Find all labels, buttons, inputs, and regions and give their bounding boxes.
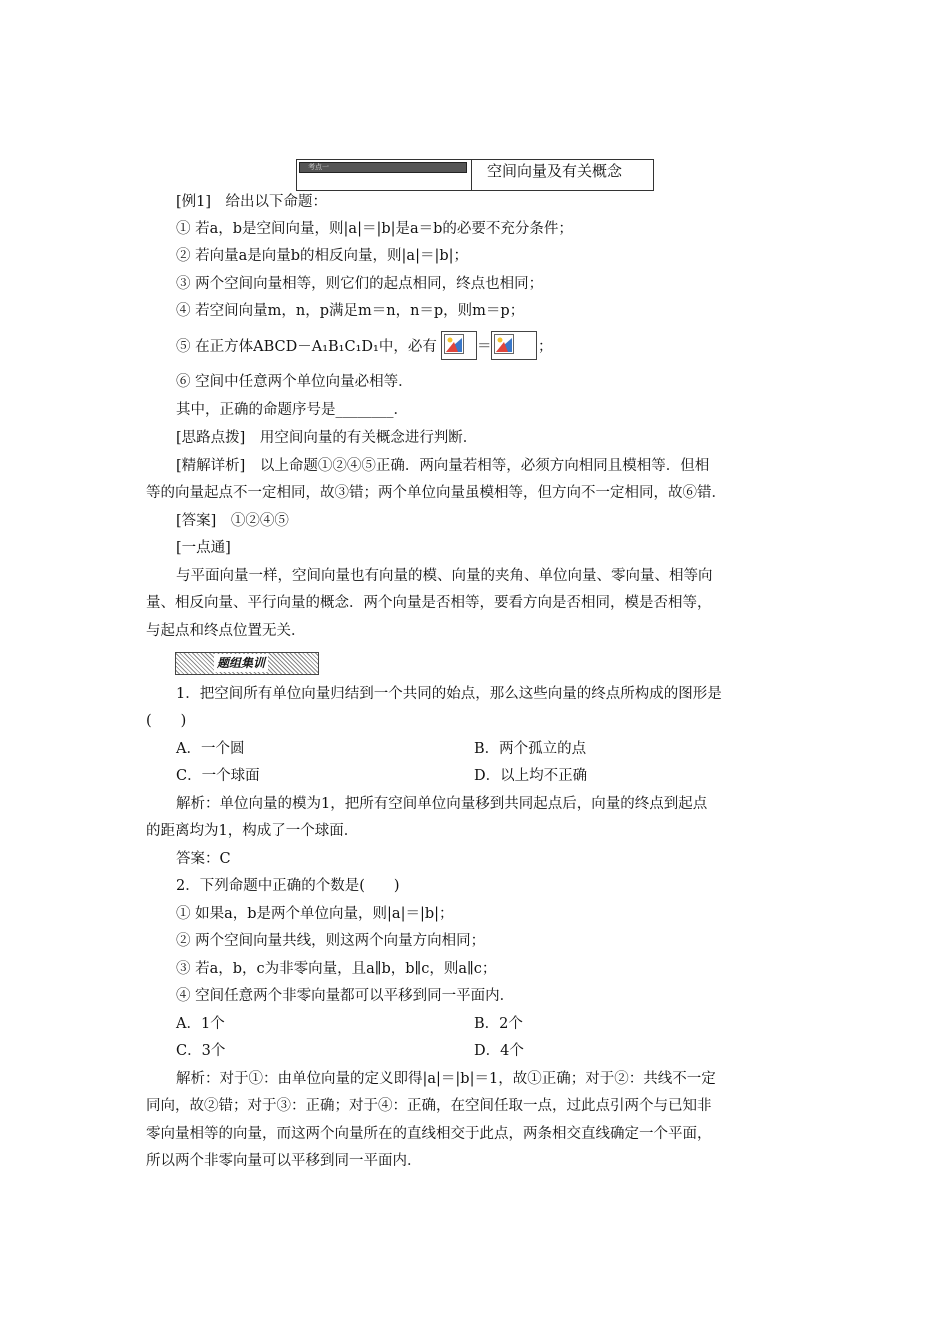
proposition-3: ③ 两个空间向量相等，则它们的起点相同，终点也相同； xyxy=(176,276,544,292)
equals-sign: ＝ xyxy=(477,339,492,355)
section-header xyxy=(296,159,654,191)
analysis-line-2: 等的向量起点不一定相同，故③错；两个单位向量虽模相等，但方向不一定相同，故⑥错． xyxy=(146,485,726,501)
example-intro: [例1] 给出以下命题： xyxy=(176,194,328,210)
q2-option-a: A．1个 xyxy=(176,1016,225,1032)
proposition-4: ④ 若空间向量m，n，p满足m＝n，n＝p，则m＝p； xyxy=(176,303,525,319)
q1-solution-line-2: 的距离均为1，构成了一个球面． xyxy=(146,823,359,839)
analysis-line-1: [精解详析] 以上命题①②④⑤正确．两向量若相等，必须方向相同且模相等．但相 xyxy=(176,458,710,474)
vector-image-icon xyxy=(494,334,514,354)
tip-line-1: 与平面向量一样，空间向量也有向量的模、向量的夹角、单位向量、零向量、相等向 xyxy=(176,568,713,584)
vector-image-icon xyxy=(444,334,464,354)
q2-solution-line-1: 解析：对于①：由单位向量的定义即得|a|＝|b|＝1，故①正确；对于②：共线不一定 xyxy=(176,1071,716,1087)
q2-solution-line-2: 同向，故②错；对于③：正确；对于④：正确，在空间任取一点，过此点引两个与已知非 xyxy=(146,1098,712,1114)
q2-item-3: ③ 若a，b，c为非零向量，且a∥b，b∥c，则a∥c； xyxy=(176,961,497,977)
proposition-6: ⑥ 空间中任意两个单位向量必相等． xyxy=(176,374,413,390)
section-title: 空间向量及有关概念 xyxy=(487,162,623,180)
q2-option-d: D．4个 xyxy=(474,1043,524,1059)
q1-stem-line-1: 1．把空间所有单位向量归结到一个共同的始点，那么这些向量的终点所构成的图形是 xyxy=(176,686,722,702)
proposition-1: ① 若a，b是空间向量，则|a|＝|b|是a＝b的必要不充分条件； xyxy=(176,221,573,237)
q2-solution-line-4: 所以两个非零向量可以平移到同一平面内． xyxy=(146,1153,422,1169)
tip-title: [一点通] xyxy=(176,540,231,556)
hint-line: [思路点拨] 用空间向量的有关概念进行判断． xyxy=(176,430,478,446)
header-divider xyxy=(471,160,472,190)
proposition-5: ⑤ 在正方体ABCD－A₁B₁C₁D₁中，必有 xyxy=(176,339,437,355)
q1-option-a: A．一个圆 xyxy=(176,741,245,757)
practice-banner: 题组集训 xyxy=(175,652,319,675)
q1-stem-line-2: ( ) xyxy=(146,713,187,729)
q1-solution-line-1: 解析：单位向量的模为1，把所有空间单位向量移到共同起点后，向量的终点到起点 xyxy=(176,796,708,812)
q2-item-2: ② 两个空间向量共线，则这两个向量方向相同； xyxy=(176,933,486,949)
tip-line-2: 量、相反向量、平行向量的概念．两个向量是否相等，要看方向是否相同，模是否相等， xyxy=(146,595,712,611)
tip-line-3: 与起点和终点位置无关． xyxy=(146,623,306,639)
q2-item-4: ④ 空间任意两个非零向量都可以平移到同一平面内． xyxy=(176,988,515,1004)
q1-option-d: D．以上均不正确 xyxy=(474,768,588,784)
q2-item-1: ① 如果a，b是两个单位向量，则|a|＝|b|； xyxy=(176,906,454,922)
question-line: 其中，正确的命题序号是________． xyxy=(176,402,408,418)
section-tag: 考点一 xyxy=(299,162,467,173)
q1-answer: 答案：C xyxy=(176,851,231,867)
q1-option-c: C．一个球面 xyxy=(176,768,260,784)
q2-stem: 2．下列命题中正确的个数是( ) xyxy=(176,878,400,894)
proposition-5-end: ； xyxy=(538,339,553,355)
q1-option-b: B．两个孤立的点 xyxy=(474,741,587,757)
proposition-2: ② 若向量a是向量b的相反向量，则|a|＝|b|； xyxy=(176,248,469,264)
vector-image-1 xyxy=(441,331,477,360)
vector-image-2 xyxy=(491,331,537,360)
answer-line: [答案] ①②④⑤ xyxy=(176,513,289,529)
q2-solution-line-3: 零向量相等的向量，而这两个向量所在的直线相交于此点，两条相交直线确定一个平面， xyxy=(146,1126,712,1142)
q2-option-c: C．3个 xyxy=(176,1043,226,1059)
q2-option-b: B．2个 xyxy=(474,1016,523,1032)
